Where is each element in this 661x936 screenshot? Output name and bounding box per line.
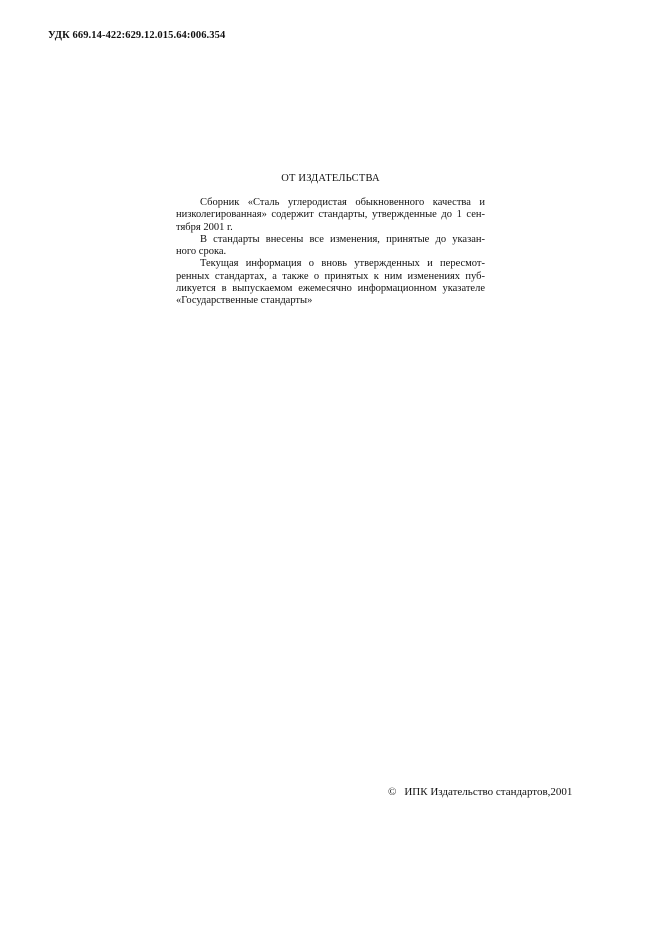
text-line: «Государственные стандарты» <box>176 295 313 307</box>
text-line: Сборник «Сталь углеродистая обыкновенного качества и <box>200 197 485 208</box>
publisher-note <box>176 197 485 308</box>
udk-code: УДК 669.14-422:629.12.015.64:006.354 <box>48 30 226 41</box>
text-line: Текущая информация о вновь утвержденных и пересмот- <box>200 258 485 270</box>
section-title: ОТ ИЗДАТЕЛЬСТВА <box>281 173 380 184</box>
text-line: тября 2001 г. <box>176 221 233 233</box>
text-line: ренных стандартах, а также о принятых к ним изменениях пуб- <box>176 270 485 282</box>
copyright-notice <box>388 786 572 798</box>
copyright-icon: © <box>388 786 397 798</box>
copyright-text: ИПК Издательство стандартов,2001 <box>404 786 573 798</box>
text-line: низколегированная» содержит стандарты, утвержденные до 1 сен- <box>176 209 485 221</box>
paragraph-contents <box>176 197 485 234</box>
paragraph-changes <box>176 234 485 259</box>
text-line: В стандарты внесены все изменения, принятые до указан- <box>200 233 485 245</box>
text-line: ликуется в выпускаемом ежемесячно информационном указателе <box>176 283 485 295</box>
paragraph-information <box>176 258 485 307</box>
text-line: ного срока. <box>176 246 227 258</box>
